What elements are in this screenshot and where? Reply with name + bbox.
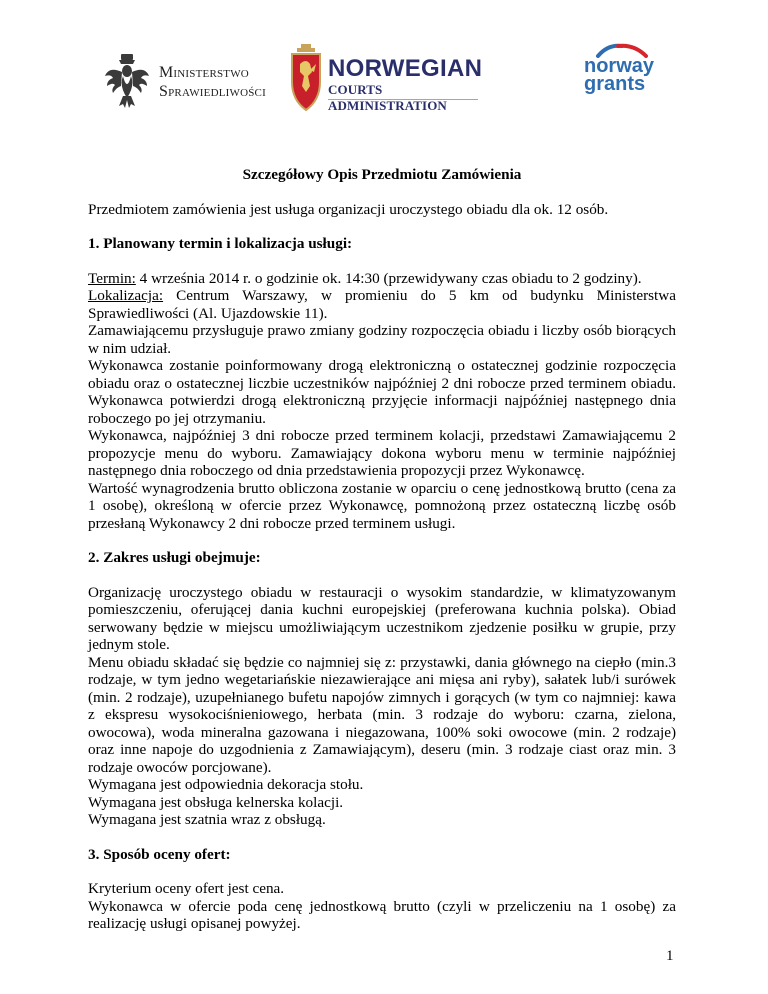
section3-heading: 3. Sposób oceny ofert: [88, 845, 231, 863]
termin-paragraph [88, 270, 676, 288]
document-body [88, 164, 676, 933]
section2-paragraph1: Organizację uroczystego obiadu w restauracji o wysokim standardzie, w klimatyzowanym pomieszczeniu, oferującej dania kuchni europejskiej (preferowana kuchnia polska). Obiad serwowany będzie w miejscu umożliwiającym uczestnikom zjedzenie posiłku w grupie, przy jednym stole. [88, 583, 676, 653]
section3-paragraph2: Wykonawca w ofercie poda cenę jednostkową brutto (czyli w przeliczeniu na 1 osobę) za realizację usługi opisanej powyżej. [88, 897, 676, 932]
header-logos [0, 0, 768, 130]
ministry-line1: Ministerstwo [159, 64, 249, 81]
section2-paragraph3: Wymagana jest odpowiednia dekoracja stołu. [88, 776, 364, 793]
termin-label: Termin: [88, 269, 136, 287]
section1-paragraph2: Wykonawca zostanie poinformowany drogą elektroniczną o ostatecznej godzinie rozpoczęcia obiadu oraz o ostatecznej liczbie uczestników najpóźniej 2 dni robocze przed terminem obiadu. Wykonawca potwierdzi drogą elektroniczną przyjęcie informacji najpóźniej następnego dnia roboczego po jej otrzymaniu. [88, 357, 676, 427]
section1-paragraph4: Wartość wynagrodzenia brutto obliczona zostanie w oparciu o cenę jednostkową brutto (cena za 1 osobę), określoną w ofercie przez Wykonawcę, pomnożoną przez ostateczną liczbę osób przesłaną Wykonawcy 2 dni robocze przed terminem usługi. [88, 479, 676, 532]
section1-heading: 1. Planowany termin i lokalizacja usługi: [88, 235, 353, 252]
ministry-logo [103, 52, 273, 112]
eagle-emblem-icon [103, 52, 151, 110]
ministry-line2: Sprawiedliwości [159, 83, 266, 100]
section1-paragraph1: Zamawiającemu przysługuje prawo zmiany godziny rozpoczęcia obiadu i liczby osób biorących w nim udział. [88, 322, 676, 357]
document-title: Szczegółowy Opis Przedmiotu Zamówienia [242, 166, 522, 183]
lokalizacja-value: Centrum Warszawy, w promieniu do 5 km od budynku Ministerstwa Sprawiedliwości (Al. Ujazdowskie 11). [88, 287, 676, 322]
nca-line2: COURTS ADMINISTRATION [328, 82, 447, 113]
ministry-name [159, 63, 266, 101]
lion-shield-icon [288, 42, 324, 112]
intro-paragraph: Przedmiotem zamówienia jest usługa organizacji uroczystego obiadu dla ok. 12 osób. [88, 200, 609, 218]
section2-heading: 2. Zakres usługi obejmuje: [88, 549, 261, 566]
lokalizacja-paragraph [88, 287, 676, 322]
section1-paragraph3: Wykonawca, najpóźniej 3 dni robocze przed terminem kolacji, przedstawi Zamawiającemu 2 propozycje menu do wyboru. Zamawiający dokona wyboru menu w terminie najpóźniej następnego dnia roboczego od dnia przedstawienia propozycji przez Wykonawcę. [88, 427, 676, 479]
nca-divider [328, 99, 478, 100]
nca-name [328, 55, 483, 114]
section2-paragraph5: Wymagana jest szatnia wraz z obsługą. [88, 811, 326, 828]
lokalizacja-label: Lokalizacja: [88, 287, 164, 304]
section3-paragraph1: Kryterium oceny ofert jest cena. [88, 880, 285, 897]
section2-paragraph2: Menu obiadu składać się będzie co najmniej się z: przystawki, dania głównego na ciepło (min.3 rodzaje, w tym jedno wegetariańskie niezawierające ani mięsa ani ryby), sałatek lub/i surówek (min. 2 rodzaje), uzupełnianego bufetu napojów zimnych i gorących (w tym co najmniej: kawa z ekspresu wysokociśnieniowego, herbata (min. 3 rodzaje do wyboru: czarna, zielona, owocowa), woda mineralna gazowana i niegazowana, 100% soki owocowe (min. 2 rodzaje) oraz inne napoje do uzgodnienia z Zamawiającym), deseru (min. 3 rodzaje ciast oraz min. 3 rodzaje owoców porcjowane). [88, 653, 676, 776]
norway-grants-logo [584, 42, 664, 102]
ng-line1: norway [584, 55, 655, 77]
nca-line1: NORWEGIAN [328, 55, 483, 82]
nca-logo [288, 42, 488, 114]
page-number: 1 [666, 948, 674, 964]
termin-value: 4 września 2014 r. o godzinie ok. 14:30 (przewidywany czas obiadu to 2 godziny). [135, 269, 642, 287]
section2-paragraph4: Wymagana jest obsługa kelnerska kolacji. [88, 793, 344, 811]
ng-line2: grants [584, 73, 646, 95]
